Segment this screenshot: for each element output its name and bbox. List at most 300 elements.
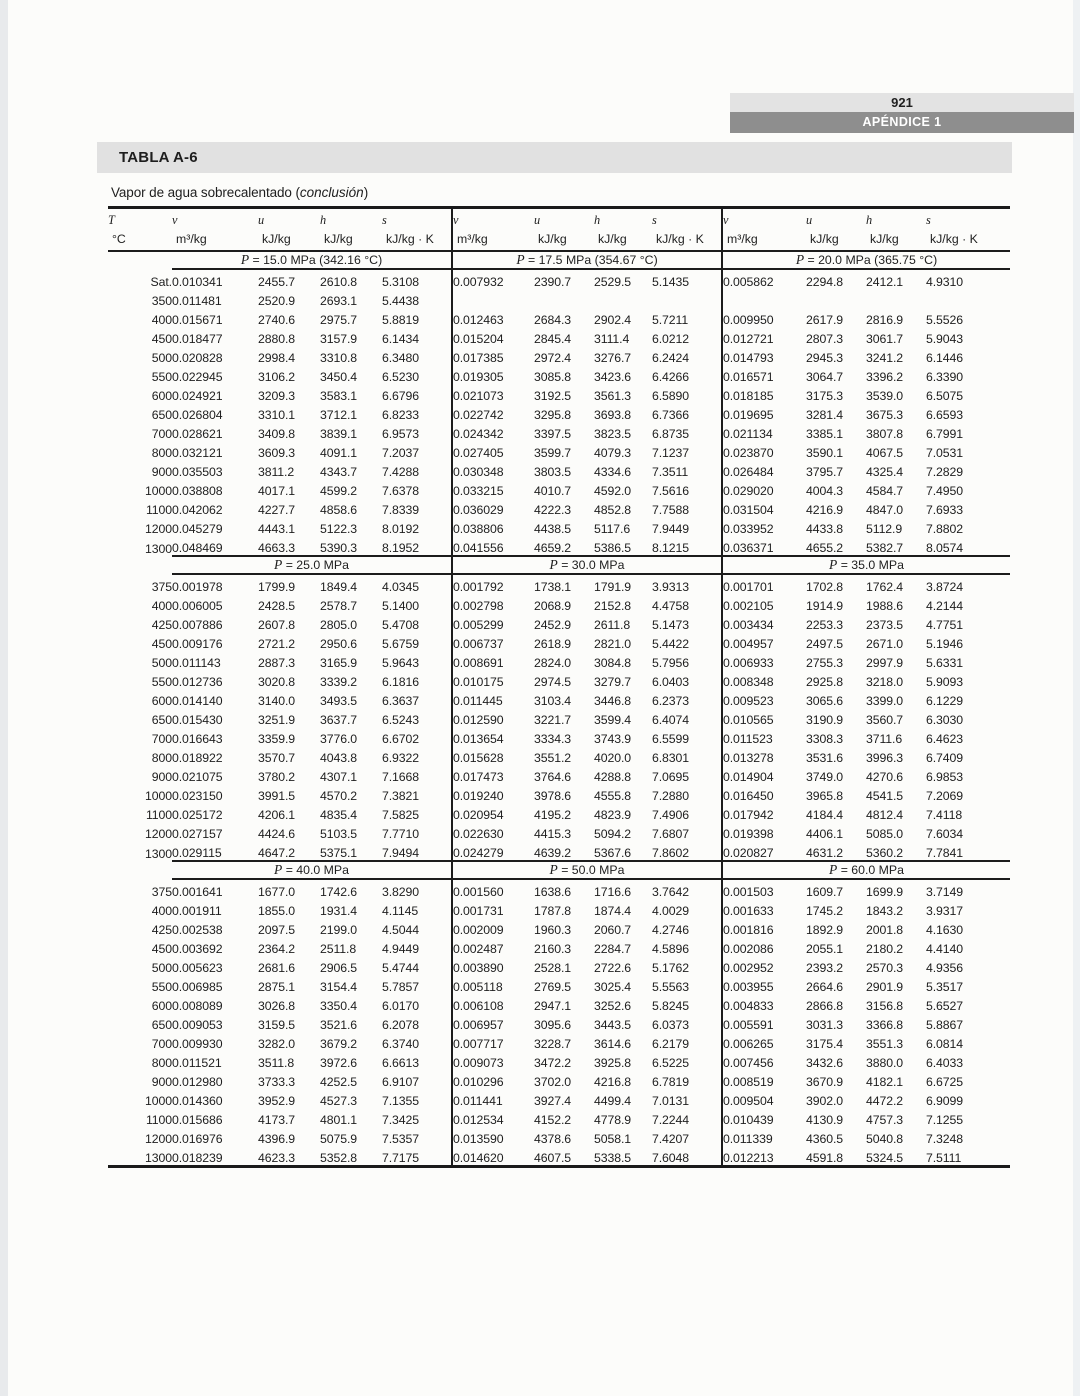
table-cell: 0.014140 (172, 694, 223, 708)
table-cell: 2816.9 (866, 313, 904, 327)
temperature-cell: 1000 (145, 789, 172, 803)
table-cell: 4222.3 (534, 503, 572, 517)
table-row (108, 651, 1010, 670)
table-cell: 4252.5 (320, 1075, 358, 1089)
table-cell: 0.031504 (722, 498, 806, 517)
table-cell: 0.008519 (722, 1070, 806, 1089)
table-cell: 0.009523 (722, 689, 806, 708)
table-cell: 5.1946 (926, 637, 964, 651)
table-cell: 4017.1 (258, 484, 296, 498)
table-cell: 0.002798 (452, 594, 534, 613)
table-cell: 2364.2 (258, 942, 296, 956)
table-cell: 2578.7 (320, 599, 358, 613)
table-cell: 6.2373 (652, 694, 690, 708)
table-cell: 3228.7 (534, 1037, 572, 1051)
table-cell: 0.023870 (722, 441, 806, 460)
table-cell: 8.0192 (382, 522, 420, 536)
table-cell: 0.021073 (452, 384, 534, 403)
table-cell: 3221.7 (534, 713, 572, 727)
table-cell: 6.7991 (926, 427, 964, 441)
col-header-h: h (866, 213, 873, 227)
temperature-cell: 400 (151, 313, 172, 327)
table-cell: 3795.7 (806, 465, 844, 479)
table-cell: 3095.6 (534, 1018, 572, 1032)
table-row (108, 308, 1010, 327)
table-cell: 3764.6 (534, 770, 572, 784)
table-cell: 7.4950 (926, 484, 964, 498)
table-cell: 4270.6 (866, 770, 904, 784)
table-row (108, 879, 1010, 899)
pressure-symbol: P (274, 862, 283, 877)
table-cell (806, 289, 866, 308)
table-cell: 5338.5 (594, 1151, 632, 1165)
table-cell: 2610.8 (320, 275, 358, 289)
table-cell: 0.011445 (452, 689, 534, 708)
page-number-bar (730, 93, 1074, 112)
table-cell: 0.001503 (722, 879, 806, 899)
table-cell: 0.036029 (452, 498, 534, 517)
table-cell: 4858.6 (320, 503, 358, 517)
table-row (108, 727, 1010, 746)
table-cell: 0.003955 (722, 975, 806, 994)
table-cell: 0.015628 (452, 746, 534, 765)
table-cell: 7.3821 (382, 789, 420, 803)
table-cell: 3025.4 (594, 980, 632, 994)
table-cell: 5.9643 (382, 656, 420, 670)
table-cell: 3423.6 (594, 370, 632, 384)
pressure-header-row (108, 251, 1010, 269)
temperature-cell: 500 (151, 961, 172, 975)
table-cell: 0.001978 (172, 580, 223, 594)
table-cell: 0.012463 (452, 308, 534, 327)
table-label-banner (97, 142, 1012, 173)
temperature-cell: 600 (151, 389, 172, 403)
pressure-header: P = 60.0 MPa (722, 861, 1010, 879)
table-cell: 1874.4 (594, 904, 632, 918)
table-cell: 5.6527 (926, 999, 964, 1013)
table-cell: 0.004833 (722, 994, 806, 1013)
table-cell: 0.014904 (722, 765, 806, 784)
table-cell: 5.1473 (652, 618, 690, 632)
table-cell: 4443.1 (258, 522, 296, 536)
temperature-cell: 425 (151, 618, 172, 632)
table-cell: 3531.6 (806, 751, 844, 765)
table-cell: 0.016976 (172, 1132, 223, 1146)
table-cell: 4659.2 (534, 541, 572, 555)
temperature-cell: 425 (151, 923, 172, 937)
table-cell: 6.0170 (382, 999, 420, 1013)
table-cell: 4835.4 (320, 808, 358, 822)
table-row (108, 422, 1010, 441)
pressure-header-row (108, 861, 1010, 879)
table-cell: 5.1400 (382, 599, 420, 613)
table-cell: 3276.7 (594, 351, 632, 365)
table-cell: 0.027157 (172, 827, 223, 841)
table-cell: 1762.4 (866, 580, 904, 594)
table-cell: 0.006957 (452, 1013, 534, 1032)
table-cell: 5352.8 (320, 1151, 358, 1165)
table-cell: 3334.3 (534, 732, 572, 746)
table-cell: 0.008691 (452, 651, 534, 670)
table-row (108, 498, 1010, 517)
table-cell: 4639.2 (534, 846, 572, 860)
unit-temp: °C (108, 228, 172, 251)
table-cell (108, 861, 172, 879)
table-cell: 6.4623 (926, 732, 964, 746)
temperature-cell: 1200 (145, 827, 172, 841)
table-cell: 4527.3 (320, 1094, 358, 1108)
table-cell: 2412.1 (866, 275, 904, 289)
temperature-cell: 1100 (145, 503, 172, 517)
table-row (108, 689, 1010, 708)
table-cell: 2997.9 (866, 656, 904, 670)
scan-edge-left (0, 0, 8, 1396)
table-cell: 5112.9 (866, 522, 903, 536)
table-cell: 2607.8 (258, 618, 296, 632)
table-cell: 0.001911 (172, 904, 222, 918)
table-cell: 0.030348 (452, 460, 534, 479)
table-cell: 0.027405 (452, 441, 534, 460)
table-cell: 4.0029 (652, 904, 690, 918)
table-cell: 3679.2 (320, 1037, 358, 1051)
table-cell: 3399.0 (866, 694, 904, 708)
table-cell: 6.8233 (382, 408, 420, 422)
table-row (108, 670, 1010, 689)
col-header-v: v (172, 213, 178, 227)
table-cell: 3084.8 (594, 656, 632, 670)
table-row (108, 536, 1010, 556)
table-cell: 3310.8 (320, 351, 358, 365)
table-cell: 0.002952 (722, 956, 806, 975)
table-cell: 6.5243 (382, 713, 420, 727)
table-cell: 0.041556 (452, 536, 534, 556)
table-cell: 2824.0 (534, 656, 572, 670)
temperature-cell: 500 (151, 351, 172, 365)
table-cell: 0.005591 (722, 1013, 806, 1032)
table-cell: 2618.9 (534, 637, 572, 651)
table-cell: 2805.0 (320, 618, 358, 632)
table-cell: 3712.1 (320, 408, 358, 422)
table-cell: 2740.6 (258, 313, 296, 327)
table-cell: 3106.2 (258, 370, 296, 384)
table-cell: 0.024279 (452, 841, 534, 861)
table-cell: 4043.8 (320, 751, 358, 765)
table-cell: 3366.8 (866, 1018, 904, 1032)
appendix-badge (730, 112, 1074, 133)
table-cell: 1849.4 (320, 580, 358, 594)
table-cell: 8.1215 (652, 541, 690, 555)
table-cell: 1799.9 (258, 580, 296, 594)
table-cell: 2901.9 (866, 980, 904, 994)
table-cell: 0.004957 (722, 632, 806, 651)
table-cell: 3839.1 (320, 427, 358, 441)
pressure-header: P = 30.0 MPa (452, 556, 722, 574)
table-cell: 3252.6 (594, 999, 632, 1013)
table-cell: 4182.1 (866, 1075, 904, 1089)
table-cell: 3192.5 (534, 389, 572, 403)
table-cell: 0.035503 (172, 465, 223, 479)
table-cell: 0.011441 (452, 1089, 534, 1108)
table-cell: 0.002487 (452, 937, 534, 956)
table-cell: 5.1435 (652, 275, 690, 289)
table-cell: 3251.9 (258, 713, 296, 727)
table-cell: 3.9317 (926, 904, 964, 918)
table-cell: 0.012736 (172, 675, 223, 689)
table-cell: 0.006005 (172, 599, 223, 613)
table-cell: 0.009950 (722, 308, 806, 327)
table-cell: 7.9449 (652, 522, 690, 536)
table-cell: 4325.4 (866, 465, 904, 479)
table-row (108, 574, 1010, 594)
table-cell: 3218.0 (866, 675, 904, 689)
table-cell: 3339.2 (320, 675, 358, 689)
table-cell: 7.8602 (652, 846, 690, 860)
temperature-cell: 375 (151, 885, 172, 899)
table-cell: 4.9310 (926, 275, 964, 289)
table-cell: 0.038806 (452, 517, 534, 536)
table-cell: 0.013654 (452, 727, 534, 746)
temperature-cell: 650 (151, 408, 172, 422)
table-cell: 0.002086 (722, 937, 806, 956)
table-cell (722, 289, 806, 308)
table-cell: 2393.2 (806, 961, 844, 975)
table-row (108, 269, 1010, 289)
temperature-cell: 800 (151, 751, 172, 765)
temperature-cell: 1100 (145, 808, 172, 822)
table-cell: 0.005118 (452, 975, 534, 994)
table-cell: 4778.9 (594, 1113, 632, 1127)
table-cell: 0.015204 (452, 327, 534, 346)
table-cell: 2528.1 (534, 961, 572, 975)
table-cell: 1988.6 (866, 599, 904, 613)
table-cell: 0.002105 (722, 594, 806, 613)
table-cell: 3711.6 (866, 732, 903, 746)
table-cell: 4.9449 (382, 942, 420, 956)
table-cell: 3310.1 (258, 408, 296, 422)
table-cell: 2097.5 (258, 923, 296, 937)
table-cell: 5117.6 (594, 522, 631, 536)
table-cell: 2390.7 (534, 275, 572, 289)
table-cell: 0.024921 (172, 389, 223, 403)
table-cell: 6.7409 (926, 751, 964, 765)
pressure-symbol: P (240, 252, 250, 267)
table-cell: 2452.9 (534, 618, 572, 632)
table-cell: 6.3637 (382, 694, 420, 708)
table-row (108, 1032, 1010, 1051)
table-row (108, 937, 1010, 956)
table-cell: 5382.7 (866, 541, 904, 555)
table-cell: 7.4207 (652, 1132, 690, 1146)
table-cell: 7.5616 (652, 484, 690, 498)
temperature-cell: 700 (151, 427, 172, 441)
table-cell: 0.028621 (172, 427, 223, 441)
temperature-cell: 1300 (145, 1151, 172, 1165)
temperature-cell: 400 (151, 904, 172, 918)
table-cell: 3.9313 (652, 580, 690, 594)
table-row (108, 441, 1010, 460)
table-cell: 1843.2 (866, 904, 904, 918)
temperature-cell: 450 (151, 637, 172, 651)
table-cell: 4206.1 (258, 808, 296, 822)
table-cell: 0.022630 (452, 822, 534, 841)
table-cell: 3065.6 (806, 694, 844, 708)
table-cell: 4216.8 (594, 1075, 632, 1089)
table-cell: 7.5825 (382, 808, 420, 822)
table-cell: 4499.4 (594, 1094, 632, 1108)
table-cell: 6.3390 (926, 370, 964, 384)
temperature-cell: 900 (151, 465, 172, 479)
table-cell: 2284.7 (594, 942, 632, 956)
table-cell: 0.001560 (452, 879, 534, 899)
table-cell: 6.9099 (926, 1094, 964, 1108)
table-cell: 3670.9 (806, 1075, 844, 1089)
temperature-cell: 450 (151, 942, 172, 956)
table-cell: 7.1355 (382, 1094, 420, 1108)
table-cell: 1609.7 (806, 885, 844, 899)
table-cell: 0.014620 (452, 1146, 534, 1167)
table-cell: 3521.6 (320, 1018, 358, 1032)
table-cell: 2055.1 (806, 942, 844, 956)
table-cell: 2880.8 (258, 332, 296, 346)
table-cell: 5.4744 (382, 961, 420, 975)
col-header-s: s (652, 213, 657, 227)
table-cell: 6.4074 (652, 713, 690, 727)
table-cell: 0.010341 (172, 275, 223, 289)
table-cell: 7.1255 (926, 1113, 964, 1127)
table-cell: 2950.6 (320, 637, 358, 651)
table-cell: 1931.4 (320, 904, 358, 918)
table-cell: 1738.1 (534, 580, 572, 594)
table-cell: 7.1668 (382, 770, 420, 784)
table-cell: 5.4422 (652, 637, 690, 651)
pressure-header: P = 17.5 MPa (354.67 °C) (452, 251, 722, 269)
table-row (108, 403, 1010, 422)
table-cell: 4067.5 (866, 446, 904, 460)
unit-s: kJ/kg · K (926, 228, 1010, 251)
unit-header-row (108, 228, 1010, 251)
table-cell: 0.001731 (452, 899, 534, 918)
table-cell: 6.7819 (652, 1075, 690, 1089)
table-cell: 1699.9 (866, 885, 904, 899)
temperature-cell: 1100 (145, 1113, 172, 1127)
table-cell: 2845.4 (534, 332, 572, 346)
table-cell: 3561.3 (594, 389, 632, 403)
table-cell: 0.018922 (172, 751, 223, 765)
table-cell: 0.015430 (172, 713, 223, 727)
table-cell: 4852.8 (594, 503, 632, 517)
table-cell: 7.6807 (652, 827, 690, 841)
pressure-header: P = 50.0 MPa (452, 861, 722, 879)
table-cell: 0.013278 (722, 746, 806, 765)
table-row (108, 765, 1010, 784)
table-row (108, 1127, 1010, 1146)
table-cell: 4663.3 (258, 541, 296, 555)
table-cell: 5.6331 (926, 656, 964, 670)
table-cell: 4.4758 (652, 599, 690, 613)
table-cell: 7.2037 (382, 446, 420, 460)
table-cell: 4623.3 (258, 1151, 296, 1165)
table-cell: 4801.1 (320, 1113, 358, 1127)
page-number: 921 (891, 95, 913, 110)
table-cell: 6.5890 (652, 389, 690, 403)
table-cell: 2428.5 (258, 599, 296, 613)
table-cell: 6.3740 (382, 1037, 420, 1051)
table-cell: 2684.3 (534, 313, 572, 327)
table-cell: 5.4438 (382, 294, 420, 308)
table-cell: 4631.2 (806, 846, 844, 860)
table-cell: 5.1762 (652, 961, 690, 975)
pressure-symbol: P (795, 252, 805, 267)
table-cell: 4584.7 (866, 484, 904, 498)
temperature-cell: 1200 (145, 522, 172, 536)
table-cell: 1791.9 (594, 580, 632, 594)
table-cell: 7.2880 (652, 789, 690, 803)
table-cell: 5.3108 (382, 275, 420, 289)
table-cell: 4472.2 (866, 1094, 904, 1108)
temperature-cell: 1000 (145, 1094, 172, 1108)
pressure-symbol: P (549, 557, 558, 572)
table-cell: 0.029115 (172, 846, 222, 860)
table-cell: 4.1145 (382, 904, 419, 918)
table-cell: 2617.9 (806, 313, 844, 327)
caption-italic: conclusión (299, 185, 364, 200)
table-cell: 4079.3 (594, 446, 632, 460)
table-cell: 8.0574 (926, 541, 964, 555)
table-cell: 7.6048 (652, 1151, 690, 1165)
temperature-cell: 1200 (145, 1132, 172, 1146)
table-cell: 2807.3 (806, 332, 844, 346)
table-label: TABLA A-6 (119, 149, 198, 166)
temperature-cell: 450 (151, 332, 172, 346)
table-cell: 6.4266 (652, 370, 690, 384)
table-cell: 0.017385 (452, 346, 534, 365)
table-cell: 3599.4 (594, 713, 632, 727)
unit-s: kJ/kg · K (382, 228, 452, 251)
table-cell: 7.2829 (926, 465, 964, 479)
table-cell: 4599.2 (320, 484, 358, 498)
table-cell: 4438.5 (534, 522, 572, 536)
table-cell: 0.007456 (722, 1051, 806, 1070)
table-cell: 2570.3 (866, 961, 904, 975)
appendix-label: APÉNDICE 1 (862, 115, 942, 129)
table-cell: 3241.2 (866, 351, 904, 365)
table-cell: 5360.2 (866, 846, 904, 860)
table-cell: 3570.7 (258, 751, 296, 765)
table-row (108, 1146, 1010, 1167)
table-cell: 4195.2 (534, 808, 572, 822)
table-cell: 4.5044 (382, 923, 420, 937)
table-cell: 3551.3 (866, 1037, 904, 1051)
table-cell: 3446.8 (594, 694, 632, 708)
symbol-header-row (108, 208, 1010, 229)
table-cell: 2497.5 (806, 637, 844, 651)
table-cell: 7.7710 (382, 827, 420, 841)
table-cell: 4647.2 (258, 846, 296, 860)
table-cell: 2199.0 (320, 923, 358, 937)
table-cell: 3385.1 (806, 427, 844, 441)
table-cell: 3614.6 (594, 1037, 632, 1051)
table-cell: 0.025172 (172, 808, 223, 822)
table-cell: 3702.0 (534, 1075, 572, 1089)
table-cell: 4184.4 (806, 808, 844, 822)
table-cell: 0.007717 (452, 1032, 534, 1051)
table-cell: 0.003434 (722, 613, 806, 632)
col-header-s: s (926, 213, 931, 227)
table-cell (926, 289, 1010, 308)
table-cell: 3925.8 (594, 1056, 632, 1070)
pressure-symbol: P (274, 557, 283, 572)
table-cell: 3154.4 (320, 980, 358, 994)
